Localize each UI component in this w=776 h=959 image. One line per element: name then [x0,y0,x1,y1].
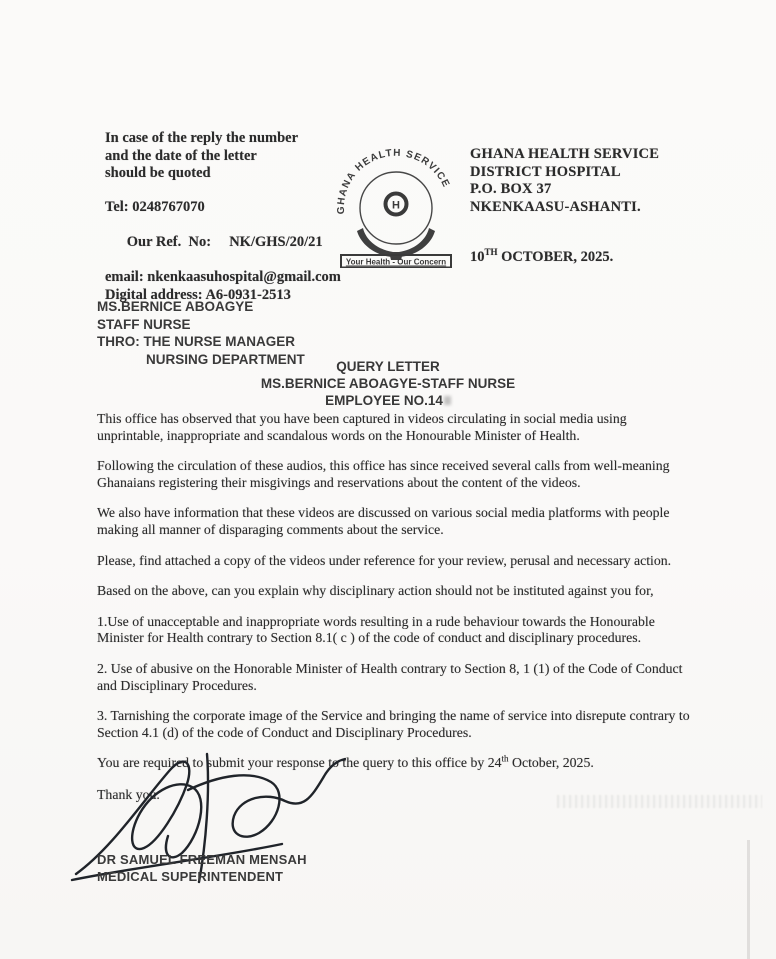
paragraph-1: This office has observed that you have been captured in videos circulating in social media using unprintable, inappropriate and scandalous words on the Honourable Minister of Health. [97,411,627,443]
letterhead-org [470,146,659,216]
reference-value: NK/GHS/20/21 [229,234,323,250]
org-line: GHANA HEALTH SERVICE [470,146,660,162]
signatory-name: DR SAMUEL FREEMAN MENSAH [97,852,307,867]
addressee-rank: STAFF NURSE [97,316,191,332]
logo-motto: Your Health - Our Concern [345,257,447,267]
note-line: and the date of the letter [105,147,257,164]
date-suffix: TH [484,247,498,258]
digital-address: Digital address: A6-0931-2513 [105,286,291,303]
logo-center-letter: H [392,199,400,212]
faint-watermark [557,795,762,808]
subject-name: MS.BERNICE ABOAGYE-STAFF NURSE [260,376,516,391]
subject-employee-no [0,392,776,409]
ghs-logo [333,136,459,268]
reference-gap [211,234,229,250]
letterhead-contact [105,199,341,304]
charge-item-1: 1.Use of unacceptable and inappropriate words resulting in a rude behaviour towards the Honourable Minister for Health contrary to Section 8.1( c ) of the code of conduct and disciplinary procedures. [97,613,655,646]
email-address: email: nkenkaasuhospital@gmail.com [105,269,341,285]
org-line: DISTRICT HOSPITAL [470,163,621,180]
note-line: should be quoted [105,165,211,181]
reference-label: Our Ref. No: [126,234,212,250]
paragraph-5: Based on the above, can you explain why disciplinary action should not be instituted against you for, [97,583,654,599]
ghs-logo-svg [333,136,459,268]
signatory-title: MEDICAL SUPERINTENDENT [97,868,284,884]
addressee-name: MS.BERNICE ABOAGYE [97,299,254,314]
addressee-dept: NURSING DEPARTMENT [146,351,305,367]
date-day: 10 [470,249,485,265]
addressee-thro: THRO: THE NURSE MANAGER [97,334,295,349]
letterhead-note [105,130,298,183]
closing-after: October, 2025. [508,755,594,771]
letter-body [97,411,691,786]
note-line: In case of the reply the number [105,130,299,146]
org-line: NKENKAASU-ASHANTI. [470,198,641,215]
scan-page-edge [747,840,750,959]
letter-date [470,249,613,266]
telephone: Tel: 0248767070 [105,199,205,215]
logo-arc-text: GHANA HEALTH SERVICE [335,147,452,215]
paragraph-4: Please, find attached a copy of the videos under reference for your review, perusal and necessary action. [97,552,672,568]
paragraph-3: We also have information that these videos are discussed on various social media platforms with people making all manner of disparaging comments about the service. [97,505,670,537]
thank-you-text: Thank you. [97,787,160,802]
redacted-digit [444,396,451,405]
reference-number [105,217,341,270]
charge-item-3: 3. Tarnishing the corporate image of the Service and bringing the name of service into disrepute contrary to Section 4.1 (d) of the code of Conduct and Disciplinary Procedures. [97,708,690,740]
closing-ordinal: th [501,753,509,764]
closing-before: You are required to submit your response to the query to this office by 24 [97,755,502,771]
subject-title: QUERY LETTER [336,359,440,374]
subject-block [0,358,776,409]
paragraph-2: Following the circulation of these audios, this office has since received several calls from well-meaning Ghanaians registering their misgivings and reservations about the content of the videos. [97,458,670,490]
employee-no-text: EMPLOYEE NO.14 [325,393,443,408]
signatory-block [97,852,307,885]
date-rest: OCTOBER, 2025. [497,249,614,265]
charge-item-2: 2. Use of abusive on the Honorable Minister of Health contrary to Section 8, 1 (1) of the Code of Conduct and Disciplinary Procedures. [97,660,683,693]
org-line: P.O. BOX 37 [470,181,552,197]
